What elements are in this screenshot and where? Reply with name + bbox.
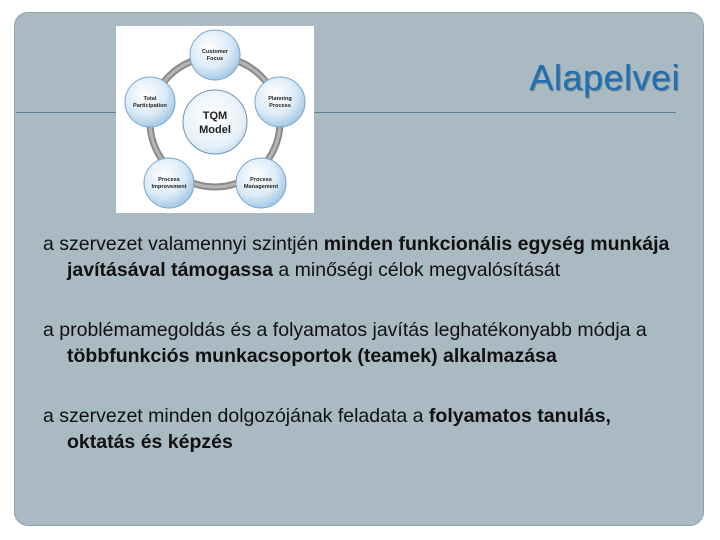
paragraph-text: a problémamegoldás és a folyamatos javítás leghatékonyabb módja a <box>43 319 647 341</box>
paragraph-emphasis: többfunkciós munkacsoportok (teamek) alkalmazása <box>67 345 557 367</box>
slide <box>14 12 704 526</box>
node-process-management-line1: Process <box>250 177 272 183</box>
node-customer-focus-line2: Focus <box>206 56 224 62</box>
node-total-participation-line1: Total <box>143 96 157 102</box>
node-total-participation <box>125 77 175 127</box>
center-circle <box>183 90 247 154</box>
paragraph-emphasis: minden funkcionális egység munkája javításával támogassa <box>67 233 670 281</box>
slide-title: Alapelvei <box>529 57 680 98</box>
node-process-improvement-line2: Improvement <box>151 184 187 190</box>
node-process-management-line2: Management <box>243 184 279 190</box>
node-process-management <box>236 158 286 208</box>
principle-paragraph <box>43 317 683 369</box>
paragraph-emphasis: folyamatos tanulás, oktatás és képzés <box>67 405 611 453</box>
node-customer-focus <box>190 30 240 80</box>
center-label-line2: Model <box>199 124 231 136</box>
node-planning-process <box>255 77 305 127</box>
tqm-model-diagram <box>116 26 314 213</box>
paragraph-text-end: a minőségi célok megvalósítását <box>272 259 561 281</box>
principle-paragraph <box>43 403 683 455</box>
title-divider <box>16 112 676 113</box>
slide-body <box>43 231 683 455</box>
node-process-improvement-line1: Process <box>158 177 180 183</box>
principle-paragraph <box>43 231 683 283</box>
paragraph-text: a szervezet valamennyi szintjén <box>43 233 324 255</box>
paragraph-text: a szervezet minden dolgozójának feladata a <box>43 405 429 427</box>
node-process-improvement <box>144 158 194 208</box>
tqm-model-graphic <box>116 26 314 213</box>
node-total-participation-line2: Participation <box>133 103 167 109</box>
node-planning-process-line2: Process <box>269 103 291 109</box>
center-label-line1: TQM <box>202 110 228 122</box>
node-customer-focus-line1: Customer <box>201 49 229 55</box>
node-planning-process-line1: Planning <box>268 96 292 102</box>
